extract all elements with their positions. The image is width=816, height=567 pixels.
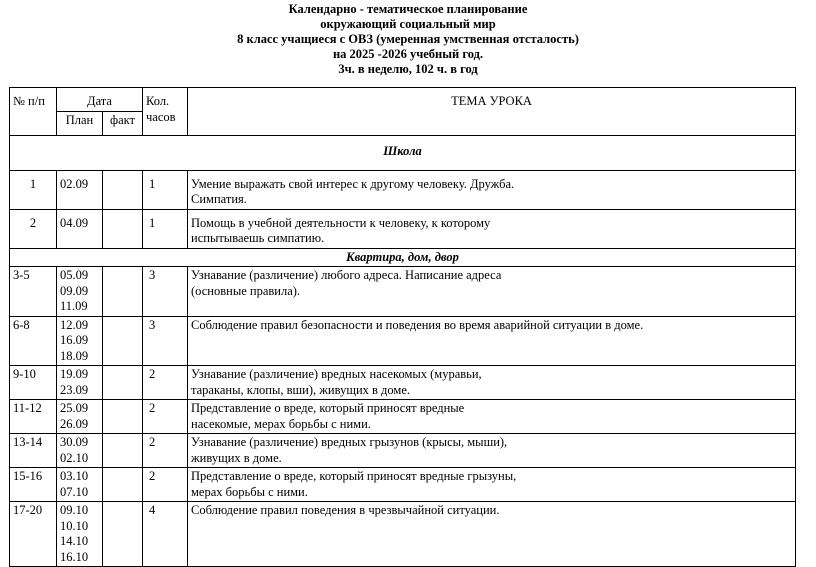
section-title: Школа: [10, 136, 796, 171]
hours-count: 2: [143, 468, 188, 502]
lesson-number: 11-12: [10, 400, 57, 434]
lesson-number: 15-16: [10, 468, 57, 502]
lesson-topic: [188, 209, 796, 248]
table-row: [10, 434, 796, 468]
table-row: [10, 316, 796, 366]
topic-line: (основные правила).: [191, 283, 301, 298]
section-row: [10, 248, 796, 267]
plan-date: 07.10: [60, 484, 89, 499]
topic-line: Симпатия.: [191, 192, 247, 206]
header-hours: Кол. часов: [143, 88, 188, 136]
plan-date: 05.09: [60, 268, 89, 282]
plan-dates: [57, 170, 103, 209]
fact-date: [103, 366, 143, 400]
topic-line: Представление о вреде, который приносят вредные грызуны,: [191, 469, 517, 483]
plan-dates: [57, 316, 103, 366]
fact-date: [103, 502, 143, 567]
plan-date: 30.09: [60, 435, 89, 449]
plan-date: 25.09: [60, 401, 89, 415]
fact-date: [103, 316, 143, 366]
title-line-4: на 2025 -2026 учебный год.: [332, 47, 484, 61]
fact-date: [103, 267, 143, 317]
table-row: [10, 267, 796, 317]
plan-date: 02.10: [60, 450, 89, 465]
table-row: [10, 366, 796, 400]
title-line-3: 8 класс учащиеся с ОВЗ (умеренная умственная отсталость): [237, 32, 579, 46]
lesson-number: 17-20: [10, 502, 57, 567]
plan-date: 14.10: [60, 534, 89, 548]
hours-count: 3: [143, 316, 188, 366]
topic-line: испытываешь симпатию.: [191, 231, 325, 245]
fact-date: [103, 400, 143, 434]
hours-count: 2: [143, 366, 188, 400]
plan-date: 23.09: [60, 382, 89, 397]
table-row: [10, 170, 796, 209]
plan-dates: [57, 209, 103, 248]
lesson-topic: [188, 170, 796, 209]
title-line-1: Календарно - тематическое планирование: [288, 2, 528, 16]
section-row: [10, 136, 796, 171]
fact-date: [103, 170, 143, 209]
title-line-2: окружающий социальный мир: [320, 17, 496, 31]
plan-date: 16.10: [60, 549, 89, 564]
hours-count: 1: [143, 209, 188, 248]
table-row: [10, 400, 796, 434]
fact-date: [103, 434, 143, 468]
hours-count: 1: [143, 170, 188, 209]
hours-count: 3: [143, 267, 188, 317]
plan-dates: [57, 400, 103, 434]
topic-line: мерах борьбы с ними.: [191, 484, 308, 499]
topic-line: Соблюдение правил поведения в чрезвычайной ситуации.: [191, 503, 500, 517]
table-header-row: [10, 88, 796, 112]
plan-date: 10.10: [60, 518, 89, 533]
lesson-number: 2: [10, 209, 57, 248]
lesson-number: 3-5: [10, 267, 57, 317]
topic-line: Узнавание (различение) вредных насекомых (муравьи,: [191, 367, 482, 381]
table-row: [10, 468, 796, 502]
topic-line: Помощь в учебной деятельности к человеку, к которому: [191, 215, 491, 230]
topic-line: тараканы, клопы, вши), живущих в доме.: [191, 382, 410, 397]
plan-dates: [57, 366, 103, 400]
plan-date: 09.09: [60, 283, 89, 298]
topic-line: Узнавание (различение) любого адреса. Написание адреса: [191, 268, 502, 282]
plan-date: 02.09: [60, 176, 89, 191]
lesson-topic: [188, 468, 796, 502]
hours-count: 4: [143, 502, 188, 567]
hours-count: 2: [143, 434, 188, 468]
lesson-number: 9-10: [10, 366, 57, 400]
header-topic: ТЕМА УРОКА: [188, 88, 796, 136]
topic-line: Узнавание (различение) вредных грызунов (крысы, мыши),: [191, 435, 508, 449]
lesson-number: 6-8: [10, 316, 57, 366]
header-fact: факт: [103, 112, 143, 136]
plan-dates: [57, 434, 103, 468]
topic-line: живущих в доме.: [191, 450, 282, 465]
section-title: Квартира, дом, двор: [10, 248, 796, 267]
plan-date: 04.09: [60, 215, 89, 230]
fact-date: [103, 468, 143, 502]
table-row: [10, 502, 796, 567]
lesson-plan-table: [9, 87, 796, 567]
plan-date: 19.09: [60, 367, 89, 381]
title-line-5: 3ч. в неделю, 102 ч. в год: [338, 62, 478, 76]
header-plan: План: [57, 112, 103, 136]
lesson-topic: [188, 400, 796, 434]
lesson-topic: [188, 267, 796, 317]
hours-count: 2: [143, 400, 188, 434]
plan-date: 16.09: [60, 333, 89, 347]
topic-line: насекомые, мерах борьбы с ними.: [191, 416, 371, 431]
plan-date: 26.09: [60, 416, 89, 431]
plan-dates: [57, 468, 103, 502]
table-row: [10, 209, 796, 248]
topic-line: Умение выражать свой интерес к другому человеку. Дружба.: [191, 176, 515, 191]
lesson-number: 1: [10, 170, 57, 209]
lesson-number: 13-14: [10, 434, 57, 468]
plan-date: 11.09: [60, 299, 88, 313]
document-title: [0, 2, 816, 77]
plan-date: 09.10: [60, 503, 89, 517]
plan-date: 12.09: [60, 317, 89, 332]
lesson-topic: [188, 502, 796, 567]
plan-date: 18.09: [60, 348, 89, 363]
plan-dates: [57, 502, 103, 567]
topic-line: Представление о вреде, который приносят вредные: [191, 401, 465, 415]
header-num: № п/п: [10, 88, 57, 136]
lesson-topic: [188, 434, 796, 468]
lesson-topic: [188, 316, 796, 366]
lesson-topic: [188, 366, 796, 400]
topic-line: Соблюдение правил безопасности и поведения во время аварийной ситуации в доме.: [191, 317, 644, 332]
header-date: Дата: [57, 88, 143, 112]
plan-dates: [57, 267, 103, 317]
plan-date: 03.10: [60, 469, 89, 483]
fact-date: [103, 209, 143, 248]
